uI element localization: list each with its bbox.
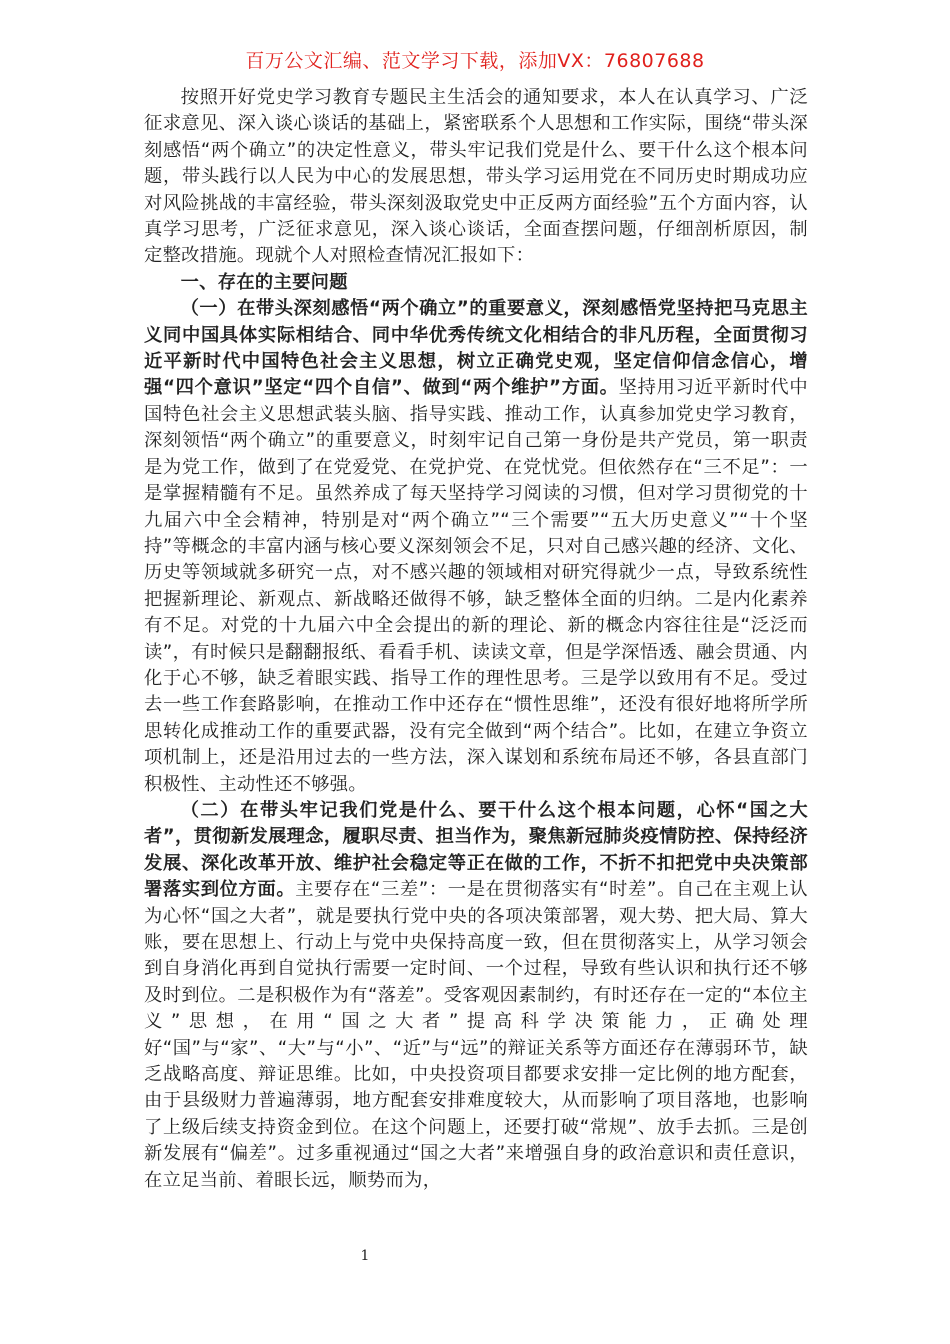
promo-header: 百万公文汇编、范文学习下载，添加VX：76807688 — [245, 50, 705, 72]
item-1-heading: （一）在带头深刻感悟“两个确立”的重要意义，深刻感悟党坚持把马克思主义同中国具体实际相结合、同中华优秀传统文化相结合的非凡历程，全面贯彻习近平新时代中国特色社会主义思想，树立正确党史观，坚定信仰信念信心，增强“四个意识”坚定“四个自信”、做到“两个维护”方面。 — [144, 298, 808, 399]
document-body — [144, 85, 808, 1194]
item-1-body: 坚持用习近平新时代中国特色社会主义思想武装头脑、指导实践、推动工作，认真参加党史学习教育，深刻领悟“两个确立”的重要意义，时刻牢记自己第一身份是共产党员，第一职责是为党工作，做到了在党爱党、在党护党、在党忧党。但依然存在“三不足”：一是掌握精髓有不足。虽然养成了每天坚持学习阅读的习惯，但对学习贯彻党的十九届六中全会精神，特别是对“两个确立”“三个需要”“五大历史意义”“十个坚持”等概念的丰富内涵与核心要义深刻领会不足，只对自己感兴趣的经济、文化、历史等领域就多研究一点，对不感兴趣的领域相对研究得就少一点，导致系统性把握新理论、新观点、新战略还做得不够，缺乏整体全面的归纳。二是内化素养有不足。对党的十九届六中全会提出的新的理论、新的概念内容往往是“泛泛而读”，有时候只是翻翻报纸、看看手机、读读文章，但是学深悟透、融会贯通、内化于心不够，缺乏着眼实践、指导工作的理性思考。三是学以致用有不足。受过去一些工作套路影响，在推动工作中还存在“惯性思维”，还没有很好地将所学所思转化成推动工作的重要武器，没有完全做到“两个结合”。比如，在建立争资立项机制上，还是沿用过去的一些方法，深入谋划和系统布局还不够，各县直部门积极性、主动性还不够强。 — [144, 377, 808, 795]
item-2-heading: （二）在带头牢记我们党是什么、要干什么这个根本问题，心怀“国之大者”，贯彻新发展理念，履职尽责、担当作为，聚焦新冠肺炎疫情防控、保持经济发展、深化改革开放、维护社会稳定等正在做的工作，不折不扣把党中央决策部署落实到位方面。 — [144, 799, 808, 901]
item-2-body: 主要存在“三差”：一是在贯彻落实有“时差”。自己在主观上认为心怀“国之大者”，就是要执行党中央的各项决策部署，观大势、把大局、算大账，要在思想上、行动上与党中央保持高度一致，但在贯彻落实上，从学习领会到自身消化再到自觉执行需要一定时间、一个过程，导致有些认识和执行还不够及时到位。二是积极作为有“落差”。受客观因素制约，有时还存在一定的“本位主义”思想，在用“国之大者”提高科学决策能力，正确处理好“国”与“家”、“大”与“小”、“近”与“远”的辩证关系等方面还存在薄弱环节，缺乏战略高度、辩证思维。比如，中央投资项目都要求安排一定比例的地方配套，由于县级财力普遍薄弱，地方配套安排难度较大，从而影响了项目落地，也影响了上级后续支持资金到位。在这个问题上，还要打破“常规”、放手去抓。三是创新发展有“偏差”。过多重视通过“国之大者”来增强自身的政治意识和责任意识，在立足当前、着眼长远，顺势而为， — [144, 879, 808, 1191]
section-heading: 一、存在的主要问题 — [180, 271, 348, 293]
item-2-paragraph — [144, 798, 808, 1194]
page-number: 1 — [360, 1248, 370, 1264]
intro-paragraph: 按照开好党史学习教育专题民主生活会的通知要求，本人在认真学习、广泛征求意见、深入谈心谈话的基础上，紧密联系个人思想和工作实际，围绕“带头深刻感悟“两个确立”的决定性意义，带头牢记我们党是什么、要干什么这个根本问题，带头践行以人民为中心的发展思想，带头学习运用党在不同历史时期成功应对风险挑战的丰富经验，带头深刻汲取党史中正反两方面经验”五个方面内容，认真学习思考，广泛征求意见，深入谈心谈话，全面查摆问题，仔细剖析原因，制定整改措施。现就个人对照检查情况汇报如下： — [144, 87, 808, 267]
item-1-paragraph — [144, 296, 808, 798]
